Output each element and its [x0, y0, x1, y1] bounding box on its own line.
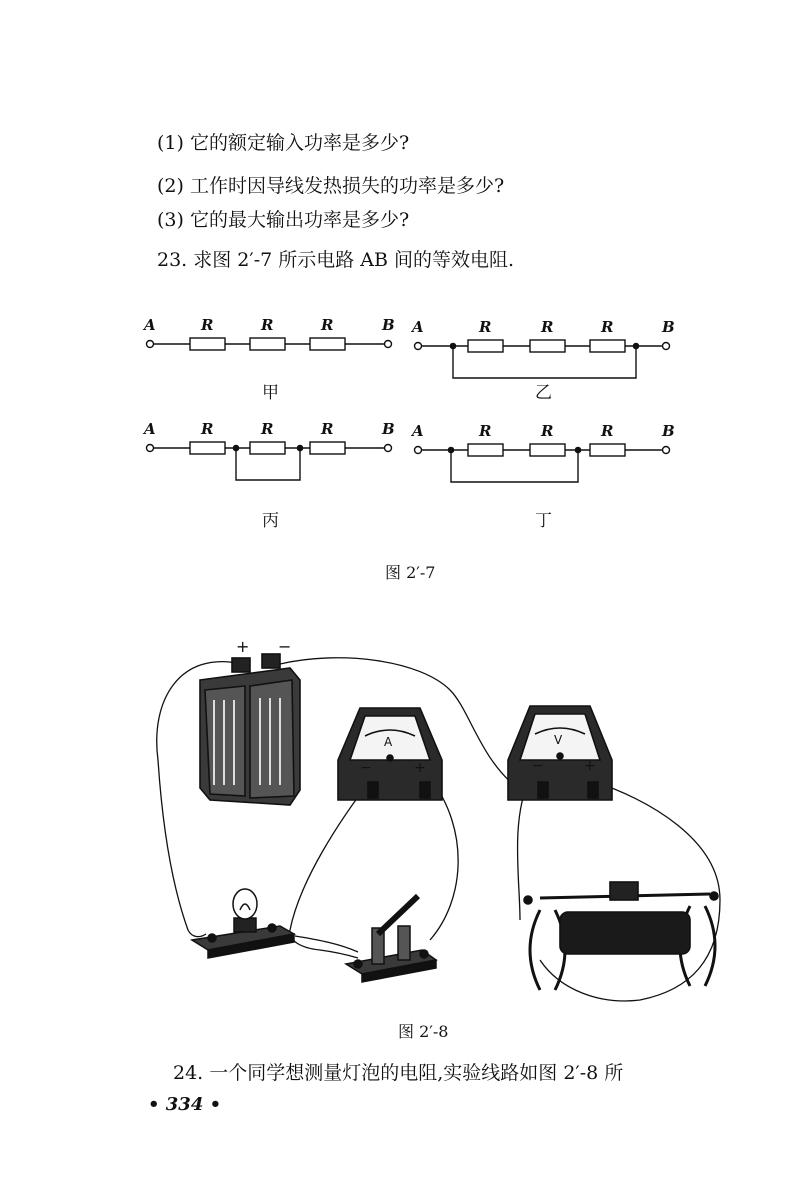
problem-23: 23. 求图 2′-7 所示电路 AB 间的等效电阻. — [157, 249, 515, 271]
battery-minus-sign: − — [278, 637, 292, 656]
voltmeter-icon — [508, 706, 612, 800]
question-1: (1) 它的额定输入功率是多少? — [157, 132, 410, 154]
rheostat-icon — [524, 882, 718, 990]
switch-icon — [346, 896, 436, 982]
resistor-label: R — [479, 318, 492, 336]
voltmeter-label: V — [554, 733, 563, 747]
lamp-icon — [192, 889, 294, 958]
voltmeter-minus: − — [532, 758, 544, 774]
battery-plus-sign: + — [236, 637, 250, 656]
question-2: (2) 工作时因导线发热损失的功率是多少? — [157, 175, 505, 197]
question-3: (3) 它的最大输出功率是多少? — [157, 209, 410, 231]
resistor-label: R — [541, 318, 554, 336]
page-number: • 334 • — [148, 1094, 222, 1115]
resistor-label: R — [261, 420, 274, 438]
ammeter-plus: + — [414, 760, 426, 776]
terminal-a-bing: A — [144, 420, 156, 438]
resistor-label: R — [321, 316, 334, 334]
resistor-label: R — [321, 420, 334, 438]
figure-2-8-caption: 图 2′-8 — [398, 1022, 449, 1041]
resistor-label: R — [601, 318, 614, 336]
resistor-label: R — [261, 316, 274, 334]
terminal-b-bing: B — [382, 420, 395, 438]
resistor-label: R — [601, 422, 614, 440]
figure-2-7-caption: 图 2′-7 — [385, 563, 436, 582]
caption-bing: 丙 — [262, 511, 279, 531]
battery-icon — [200, 654, 300, 805]
terminal-b-ding: B — [662, 422, 675, 440]
terminal-b-jia: B — [382, 316, 395, 334]
caption-yi: 乙 — [535, 383, 552, 403]
resistor-label: R — [201, 316, 214, 334]
resistor-label: R — [201, 420, 214, 438]
terminal-a-yi: A — [412, 318, 424, 336]
caption-jia: 甲 — [262, 383, 279, 403]
ammeter-icon — [338, 708, 442, 800]
terminal-b-yi: B — [662, 318, 675, 336]
terminal-a-jia: A — [144, 316, 156, 334]
problem-24: 24. 一个同学想测量灯泡的电阻,实验线路如图 2′-8 所 — [173, 1062, 624, 1084]
voltmeter-plus: + — [584, 758, 596, 774]
ammeter-label: A — [384, 735, 393, 749]
resistor-label: R — [541, 422, 554, 440]
terminal-a-ding: A — [412, 422, 424, 440]
ammeter-minus: − — [360, 760, 372, 776]
caption-ding: 丁 — [535, 511, 552, 531]
resistor-label: R — [479, 422, 492, 440]
